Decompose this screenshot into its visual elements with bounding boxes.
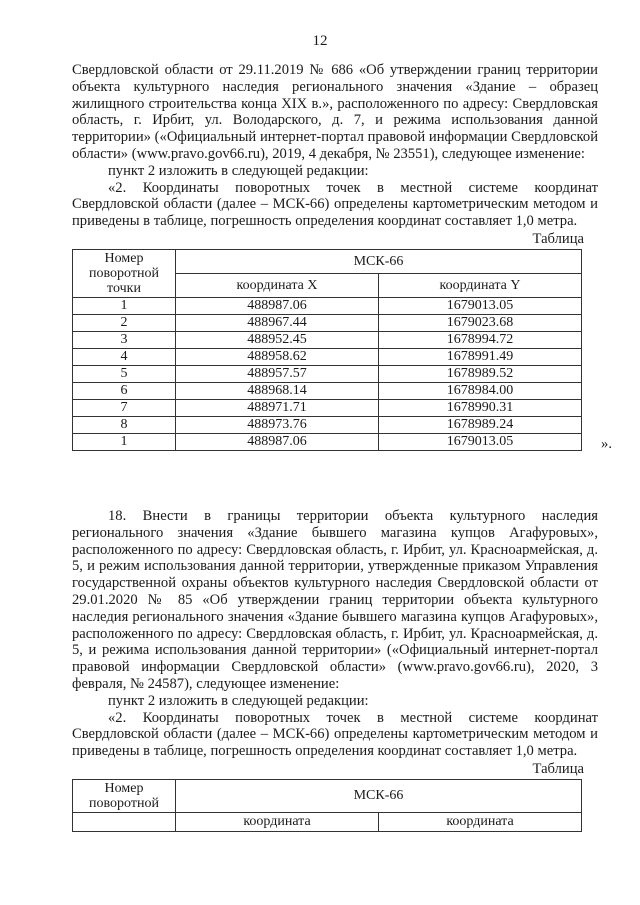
coordinates-table: [72, 249, 582, 451]
cell-coordinate-y: 1678984.00: [379, 382, 582, 399]
cell-point-number: 8: [73, 416, 176, 433]
header-point-number-cont: [73, 812, 176, 831]
cell-coordinate-y: 1678991.49: [379, 348, 582, 365]
cell-coordinate-x: 488987.06: [176, 433, 379, 450]
paragraph-continuation: Свердловской области от 29.11.2019 № 686 «Об утверждении границ территории объекта культурного наследия регионального значения «Здание – образец жилищного строительства конца XIX в.», расположенного по адресу: Свердловская область, г. Ирбит, ул. Володарского, д. 7, и режима использования данной территории» («Официальный интернет-портал правовой информации Свердловской области» (www.pravo.gov66.ru), 2019, 4 декабря, № 23551), следующее изменение:: [72, 62, 598, 162]
section-amendment-17: [72, 62, 612, 452]
table-row: [73, 399, 582, 416]
cell-coordinate-x: 488958.62: [176, 348, 379, 365]
cell-coordinate-x: 488968.14: [176, 382, 379, 399]
table-row: [73, 348, 582, 365]
cell-point-number: 7: [73, 399, 176, 416]
table-caption: Таблица: [532, 230, 584, 247]
table-row: [73, 382, 582, 399]
table-row: [73, 416, 582, 433]
cell-coordinate-y: 1678989.24: [379, 416, 582, 433]
cell-coordinate-y: 1679013.05: [379, 297, 582, 314]
header-coordinate-system: МСК-66: [176, 779, 582, 812]
cell-point-number: 6: [73, 382, 176, 399]
header-point-number: Номер поворотной: [73, 779, 176, 812]
header-point-number: Номер поворотной точки: [73, 249, 176, 297]
coordinates-table-wrapper: [72, 249, 612, 452]
cell-point-number: 4: [73, 348, 176, 365]
cell-coordinate-x: 488973.76: [176, 416, 379, 433]
cell-point-number: 1: [73, 433, 176, 450]
header-coordinate-y: координата Y: [379, 273, 582, 297]
closing-quote: ».: [601, 435, 612, 452]
table-row: [73, 297, 582, 314]
header-coordinate-x: координата X: [176, 273, 379, 297]
header-coordinate-x: координата: [176, 812, 379, 831]
cell-coordinate-x: 488987.06: [176, 297, 379, 314]
coordinates-table: [72, 779, 582, 832]
page-number: 12: [312, 33, 328, 49]
cell-coordinate-x: 488952.45: [176, 331, 379, 348]
cell-point-number: 3: [73, 331, 176, 348]
table-caption: Таблица: [532, 760, 584, 777]
cell-coordinate-y: 1678990.31: [379, 399, 582, 416]
paragraph-coordinates-note: «2. Координаты поворотных точек в местной системе координат Свердловской области (далее – МСК-66) определены картометрическим методом и приведены в таблице, погрешность определения координат составляет 1,0 метра.: [72, 709, 598, 760]
table-row: [73, 365, 582, 382]
paragraph-point-2: пункт 2 изложить в следующей редакции:: [108, 692, 369, 709]
paragraph-coordinates-note: «2. Координаты поворотных точек в местной системе координат Свердловской области (далее – МСК-66) определены картометрическим методом и приведены в таблице, погрешность определения координат составляет 1,0 метра.: [72, 179, 598, 230]
section-amendment-18: [72, 508, 598, 830]
cell-point-number: 1: [73, 297, 176, 314]
coordinates-table-body: [73, 297, 582, 450]
header-coordinate-y: координата: [379, 812, 582, 831]
table-row: [73, 331, 582, 348]
cell-coordinate-y: 1679013.05: [379, 433, 582, 450]
coordinates-table-wrapper: [72, 779, 598, 830]
table-row: [73, 433, 582, 450]
cell-coordinate-x: 488967.44: [176, 314, 379, 331]
cell-coordinate-y: 1679023.68: [379, 314, 582, 331]
cell-coordinate-y: 1678994.72: [379, 331, 582, 348]
cell-coordinate-x: 488971.71: [176, 399, 379, 416]
table-row: [73, 314, 582, 331]
cell-point-number: 5: [73, 365, 176, 382]
header-coordinate-system: МСК-66: [176, 249, 582, 273]
paragraph-item-18: 18. Внести в границы территории объекта культурного наследия регионального значения «Здание бывшего магазина купцов Агафуровых», расположенного по адресу: Свердловская область, г. Ирбит, ул. Красноармейская, д. 5, и режим использования данной территории, утвержденные приказом Управления государственной охраны объектов культурного наследия Свердловской области от 29.01.2020 № 85 «Об утверждении границ территории объекта культурного наследия регионального значения «Здание бывшего магазина купцов Агафуровых», расположенного по адресу: Свердловская область, г. Ирбит, ул. Красноармейская, д. 5, и режима использования данной территории» («Официальный интернет-портал правовой информации Свердловской области» (www.pravo.gov66.ru), 2020, 3 февраля, № 24587), следующее изменение:: [72, 508, 598, 692]
cell-coordinate-y: 1678989.52: [379, 365, 582, 382]
cell-coordinate-x: 488957.57: [176, 365, 379, 382]
paragraph-point-2: пункт 2 изложить в следующей редакции:: [108, 162, 369, 179]
cell-point-number: 2: [73, 314, 176, 331]
